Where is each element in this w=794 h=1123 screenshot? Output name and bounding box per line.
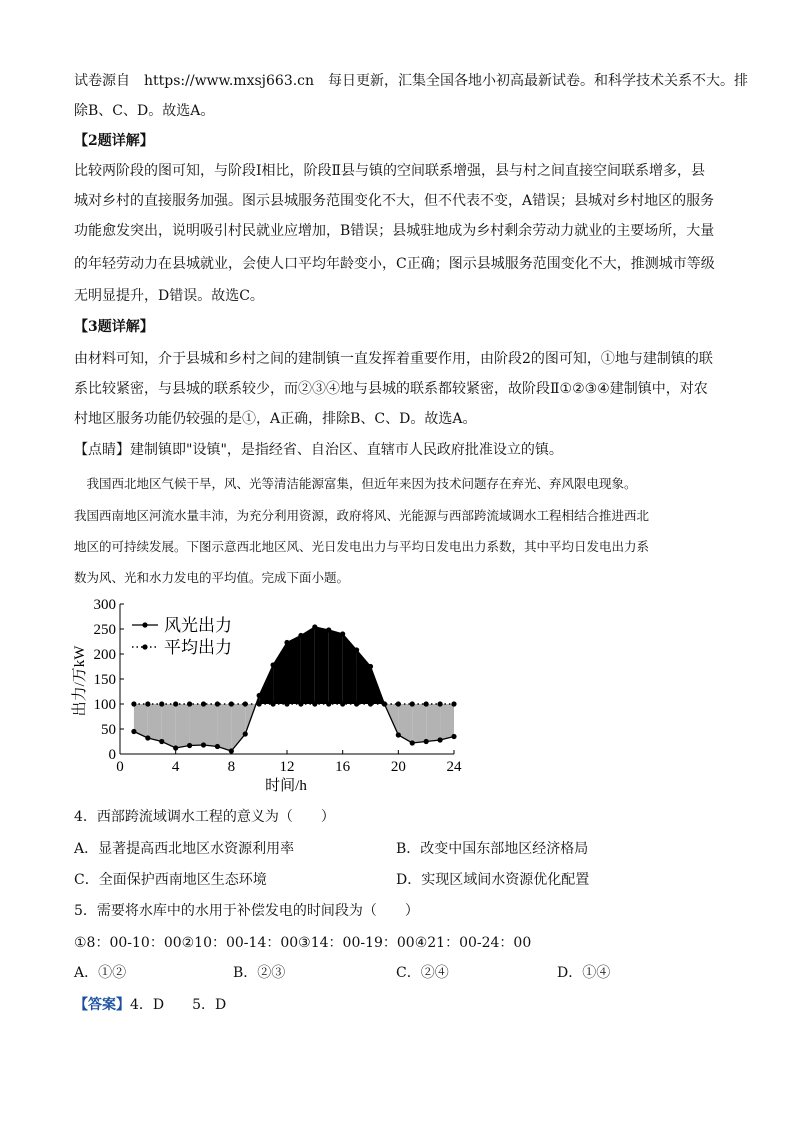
question-5-time-options: ①8：00-10：00②10：00-14：00③14：00-19：00④21：00-24：00 <box>74 935 532 951</box>
power-output-chart <box>68 596 468 796</box>
question-4-stem: 4．西部跨流域调水工程的意义为（ ） <box>74 809 335 825</box>
deficit-area <box>426 704 440 742</box>
data-point-wind-solar <box>145 735 150 740</box>
data-point-wind-solar <box>173 745 178 750</box>
x-tick-label: 16 <box>335 759 351 775</box>
legend-label-average: 平均出力 <box>164 638 232 657</box>
data-point-average <box>145 701 150 706</box>
data-point-average <box>187 701 192 706</box>
text-line-5: 城对乡村的直接服务加强。图示县城服务范围变化不大，但不代表不变，A错误；县城对乡村地区的服务 <box>74 193 715 209</box>
surplus-area <box>343 634 357 704</box>
y-tick-label: 150 <box>93 672 116 688</box>
deficit-area <box>217 704 231 751</box>
x-tick-label: 24 <box>446 759 462 775</box>
question-5-option-c: C．②④ <box>396 965 449 981</box>
data-point-wind-solar <box>298 633 303 638</box>
data-point-wind-solar <box>396 732 401 737</box>
surplus-area <box>329 630 343 704</box>
material-line-1: 我国西北地区气候干旱，风、光等清洁能源富集，但近年来因为技术问题存在弃光、弃风限电现象。 <box>74 476 637 491</box>
text-line-1: 试卷源自 https://www.mxsj663.cn 每日更新，汇集全国各地小初高最新试卷。和科学技术关系不大。排 <box>74 73 749 89</box>
deficit-area <box>190 704 204 746</box>
text-line-7: 的年轻劳动力在县城就业，会使人口平均年龄变小，C正确；图示县城服务范围变化不大，推测城市等级 <box>74 256 715 272</box>
answer-text: 4．D 5．D <box>130 997 227 1013</box>
surplus-area <box>273 643 287 705</box>
data-point-average <box>340 701 345 706</box>
data-point-average <box>257 701 262 706</box>
data-point-wind-solar <box>159 739 164 744</box>
data-point-average <box>243 701 248 706</box>
text-line-6: 功能愈发突出，说明吸引村民就业应增加，B错误；县城驻地成为乡村剩余劳动力就业的主要场所，大量 <box>74 223 715 239</box>
data-point-wind-solar <box>270 662 275 667</box>
data-point-wind-solar <box>201 742 206 747</box>
question-5-option-a: A．①② <box>74 965 127 981</box>
data-point-wind-solar <box>410 740 415 745</box>
data-point-wind-solar <box>368 664 373 669</box>
data-point-average <box>131 701 136 706</box>
deficit-area <box>176 704 190 748</box>
data-point-wind-solar <box>257 693 262 698</box>
section-heading-2: 【2题详解】 <box>74 133 154 149</box>
y-tick-label: 50 <box>101 722 116 738</box>
deficit-area <box>231 704 245 751</box>
data-point-average <box>201 701 206 706</box>
surplus-area <box>287 636 301 705</box>
deficit-area <box>204 704 218 747</box>
data-point-average <box>326 701 331 706</box>
data-point-average <box>270 701 275 706</box>
data-point-wind-solar <box>312 624 317 629</box>
data-point-wind-solar <box>424 739 429 744</box>
surplus-area <box>301 627 315 704</box>
data-point-wind-solar <box>354 647 359 652</box>
data-point-wind-solar <box>243 731 248 736</box>
section-heading-3: 【3题详解】 <box>74 319 154 335</box>
answer-line <box>74 996 226 1014</box>
data-point-wind-solar <box>340 631 345 636</box>
question-5-option-b: B．②③ <box>233 965 286 981</box>
question-5-stem: 5．需要将水库中的水用于补偿发电的时间段为（ ） <box>74 903 419 919</box>
data-point-wind-solar <box>284 640 289 645</box>
x-tick-label: 12 <box>279 759 295 775</box>
tip-line: 【点睛】建制镇即"设镇"，是指经省、自治区、直辖市人民政府批准设立的镇。 <box>74 442 563 458</box>
data-point-average <box>396 701 401 706</box>
legend-label-wind-solar: 风光出力 <box>164 616 232 635</box>
data-point-average <box>215 701 220 706</box>
text-line-12: 村地区服务功能仍较强的是①，A正确，排除B、C、D。故选A。 <box>74 411 477 427</box>
x-tick-label: 8 <box>227 759 236 775</box>
question-4-option-a: A．显著提高西北地区水资源利用率 <box>74 841 295 857</box>
text-line-8: 无明显提升，D错误。故选C。 <box>74 288 264 304</box>
data-point-average <box>382 701 387 706</box>
data-point-wind-solar <box>326 627 331 632</box>
data-point-average <box>284 701 289 706</box>
y-tick-label: 200 <box>93 647 116 663</box>
y-axis-label: 出力/万kW <box>72 645 88 717</box>
y-tick-label: 250 <box>93 622 116 638</box>
data-point-wind-solar <box>229 748 234 753</box>
material-line-4: 数为风、光和水力发电的平均值。完成下面小题。 <box>74 570 350 585</box>
data-point-average <box>312 701 317 706</box>
legend-marker-average <box>142 644 147 649</box>
text-line-4: 比较两阶段的图可知，与阶段Ⅰ相比，阶段Ⅱ县与镇的空间联系增强，县与村之间直接空间联系增多，县 <box>74 163 706 179</box>
data-point-average <box>354 701 359 706</box>
surplus-area <box>315 627 329 704</box>
deficit-area <box>398 704 412 743</box>
data-point-average <box>451 701 456 706</box>
x-tick-label: 4 <box>171 759 180 775</box>
question-4-option-d: D．实现区域间水资源优化配置 <box>396 872 590 888</box>
data-point-wind-solar <box>215 744 220 749</box>
data-point-wind-solar <box>131 729 136 734</box>
material-line-3: 地区的可持续发展。下图示意西北地区风、光日发电出力与平均日发电出力系数，其中平均日发电出力系 <box>74 539 650 554</box>
x-axis-label: 时间/h <box>265 778 307 794</box>
data-point-average <box>437 701 442 706</box>
data-point-average <box>410 701 415 706</box>
question-4-option-b: B．改变中国东部地区经济格局 <box>396 841 589 857</box>
data-point-average <box>159 701 164 706</box>
text-line-11: 系比较紧密，与县城的联系较少，而②③④地与县城的联系都较紧密，故阶段Ⅱ①②③④建制镇中，对农 <box>74 381 708 397</box>
question-4-option-c: C．全面保护西南地区生态环境 <box>74 872 267 888</box>
x-tick-label: 0 <box>116 759 124 775</box>
material-line-2: 我国西南地区河流水量丰沛，为充分利用资源，政府将风、光能源与西部跨流域调水工程相结合推进西北 <box>74 508 650 523</box>
data-point-average <box>424 701 429 706</box>
text-line-2: 除B、C、D。故选A。 <box>74 103 215 119</box>
data-point-wind-solar <box>187 743 192 748</box>
y-tick-label: 100 <box>93 697 116 713</box>
deficit-area <box>148 704 162 742</box>
legend-marker-wind-solar <box>142 622 147 627</box>
data-point-average <box>229 701 234 706</box>
text-line-10: 由材料可知，介于县城和乡村之间的建制镇一直发挥着重要作用，由阶段2的图可知，①地与建制镇的联 <box>74 351 713 367</box>
answer-label: 【答案】 <box>74 997 130 1013</box>
x-tick-label: 20 <box>390 759 406 775</box>
data-point-wind-solar <box>437 737 442 742</box>
data-point-average <box>298 701 303 706</box>
deficit-area <box>440 704 454 740</box>
y-tick-label: 300 <box>93 597 116 613</box>
data-point-average <box>173 701 178 706</box>
y-tick-label: 0 <box>108 747 116 763</box>
data-point-wind-solar <box>451 734 456 739</box>
question-5-option-d: D．①④ <box>557 965 611 981</box>
data-point-average <box>368 701 373 706</box>
deficit-area <box>412 704 426 743</box>
